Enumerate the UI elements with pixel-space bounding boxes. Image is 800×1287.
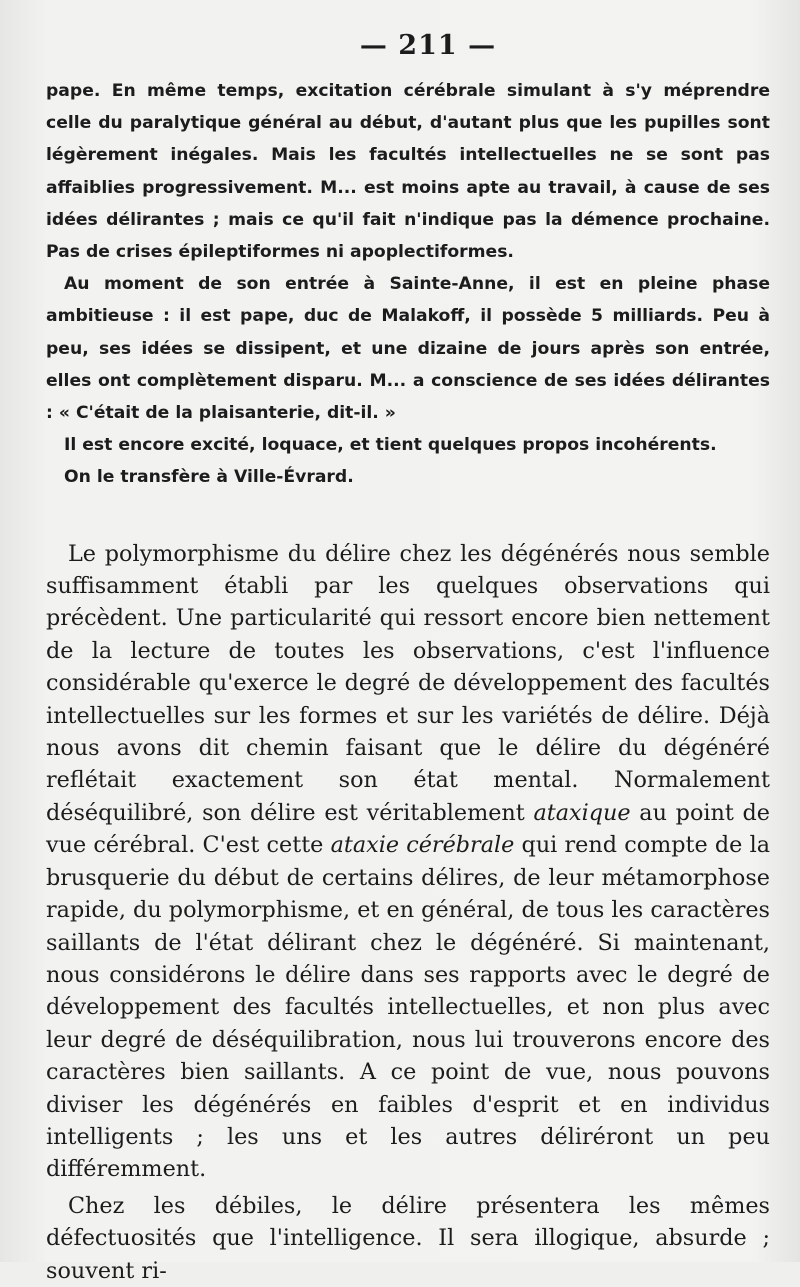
emphasis-ataxie-cerebrale: ataxie cérébrale [330, 832, 515, 859]
main-paragraph-1-part-a: Le polymorphisme du délire chez les dégénérés nous semble suffisamment établi par les quelques observations qui précèdent. Une particularité qui ressort encore bien nettement de la lecture de toutes les observations, c'est l'influence considérable qu'exerce le degré de développement des facultés intellectuelles sur les formes et sur les variétés de délire. Déjà nous avons dit chemin faisant que le délire du dégénéré reflétait exactement son état mental. Normalement déséquilibré, son délire est véritablement [46, 540, 770, 826]
main-paragraph-2: Chez les débiles, le délire présentera les mêmes défectuosités que l'intelligence. Il sera illogique, absurde ; souvent ri- [46, 1192, 770, 1284]
main-text [46, 538, 770, 1287]
main-paragraph-1-part-c: qui rend compte de la brusquerie du début de certains délires, de leur métamorphose rapide, du polymorphisme, et en général, de tous les caractères saillants de l'état délirant chez le dégénéré. Si maintenant, nous considérons le délire dans ses rapports avec le degré de développement des facultés intellectuelles, et non plus avec leur degré de déséquilibration, nous lui trouverons encore des caractères bien saillants. A ce point de vue, nous pouvons diviser les dégénérés en faibles d'esprit et en individus intelligents ; les uns et les autres déliréront un peu différemment. [46, 832, 771, 1183]
emphasis-ataxique: ataxique [533, 799, 631, 826]
main-paragraph-1-part-b: au point de vue cérébral. C'est cette [46, 799, 771, 859]
main-paragraph-1 [46, 538, 770, 1186]
observation-paragraph-3: Il est encore excité, loquace, et tient quelques propos incohérents. [64, 435, 717, 456]
observation-paragraph-2: Au moment de son entrée à Sainte-Anne, il est en pleine phase ambitieuse : il est pape, duc de Malakoff, il possède 5 milliards. Peu à peu, ses idées se dissipent, et une dizaine de jours après son entrée, elles ont complètement disparu. M... a conscience de ses idées délirantes : « C'était de la plaisanterie, dit-il. » [46, 274, 770, 424]
observation-text [46, 75, 770, 494]
observation-paragraph-4: On le transfère à Ville-Évrard. [64, 467, 354, 488]
observation-paragraph-1: pape. En même temps, excitation cérébrale simulant à s'y méprendre celle du paralytique général au début, d'autant plus que les pupilles sont légèrement inégales. Mais les facultés intellectuelles ne se sont pas affaiblies progressivement. M... est moins apte au travail, à cause de ses idées délirantes ; mais ce qu'il fait n'indique pas la démence prochaine. Pas de crises épileptiformes ni apoplectiformes. [46, 81, 770, 263]
page-number: — 211 — [359, 30, 497, 61]
